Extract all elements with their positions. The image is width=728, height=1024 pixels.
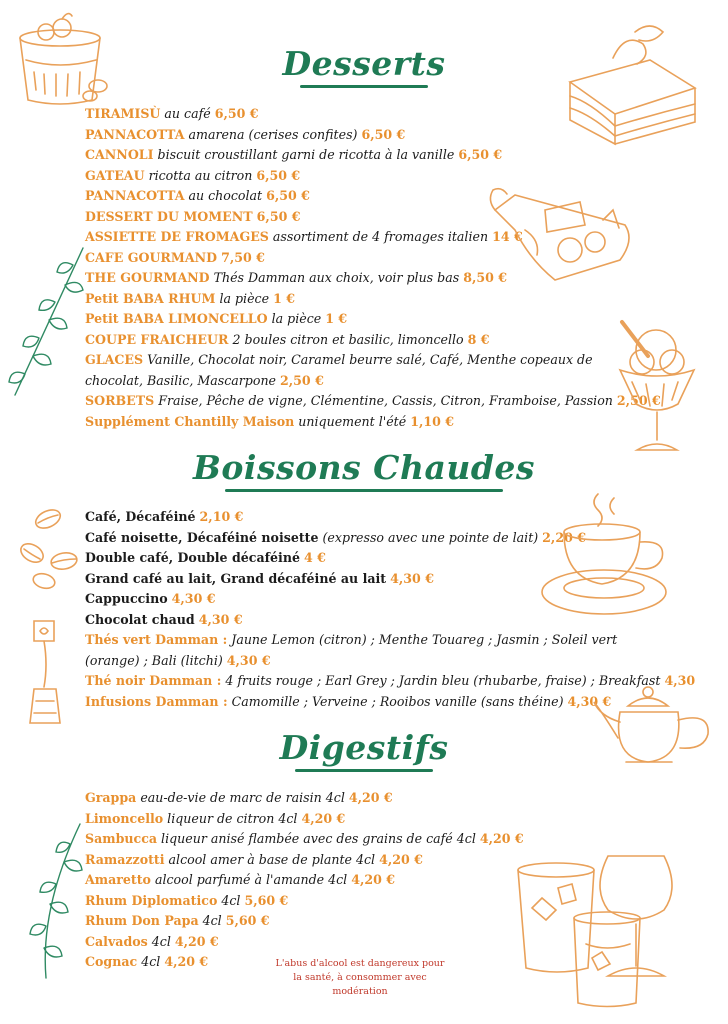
coffee-beans-illustration: [18, 505, 83, 590]
dessert-item: Petit BABA RHUM la pièce 1 €: [85, 290, 295, 306]
dessert-item: Supplément Chantilly Maison uniquement l'été 1,10 €: [85, 413, 455, 429]
cheese-board-illustration: [485, 180, 635, 290]
desserts-title-underline: [300, 85, 428, 88]
dessert-item: PANNACOTTA au chocolat 6,50 €: [85, 188, 310, 203]
dessert-item: COUPE FRAICHEUR 2 boules citron et basilic, limoncello 8 €: [85, 331, 490, 347]
teapot-illustration: [592, 682, 722, 767]
dessert-glass-illustration: [10, 10, 110, 110]
boissons-title-text: Boissons Chaudes: [193, 448, 535, 487]
boisson-item: Café, Décaféiné 2,10 €: [85, 509, 244, 524]
digestif-item: Sambucca liqueur anisé flambée avec des grains de café 4cl 4,20 €: [85, 831, 524, 846]
boisson-item: Cappuccino 4,30 €: [85, 591, 216, 606]
dessert-item: ASSIETTE DE FROMAGES assortiment de 4 fromages italien 14 €: [85, 229, 523, 244]
boisson-item: Thé noir Damman : 4 fruits rouge ; Earl Grey ; Jardin bleu (rhubarbe, fraise) ; Breakfast 4,30: [85, 673, 696, 688]
alcohol-warning: L'abus d'alcool est dangereux pour la santé, à consommer avec modération: [275, 958, 445, 997]
digestif-item: Amaretto alcool parfumé à l'amande 4cl 4,20 €: [85, 872, 396, 887]
leaf-branch-top-illustration: [5, 240, 90, 400]
dessert-item: CAFE GOURMAND 7,50 €: [85, 249, 265, 265]
glasses-illustration: [512, 848, 712, 1013]
dessert-item: THE GOURMAND Thés Damman aux choix, voir plus bas 8,50 €: [85, 270, 508, 285]
digestifs-list: [85, 788, 528, 973]
ice-cream-sundae-illustration: [612, 312, 702, 457]
dessert-item: PANNACOTTA amarena (cerises confites) 6,50 €: [85, 126, 406, 142]
leaf-branch-bottom-illustration: [10, 818, 90, 983]
digestif-item: Cognac 4cl 4,20 €: [85, 954, 209, 969]
dessert-item: DESSERT DU MOMENT 6,50 €: [85, 208, 301, 224]
coffee-cup-illustration: [538, 488, 678, 623]
tea-bag-illustration: [28, 615, 68, 730]
digestifs-title-text: Digestifs: [279, 728, 449, 767]
digestif-item: Ramazzotti alcool amer à base de plante 4cl 4,20 €: [85, 851, 423, 867]
dessert-item: GATEAU ricotta au citron 6,50 €: [85, 167, 301, 183]
dessert-item: CANNOLI biscuit croustillant garni de ricotta à la vanille 6,50 €: [85, 147, 503, 162]
boisson-item: Café noisette, Décaféiné noisette (expresso avec une pointe de lait) 2,20 €: [85, 529, 586, 545]
dessert-item: SORBETS Fraise, Pêche de vigne, Clémentine, Cassis, Citron, Framboise, Passion 2,50 €: [85, 393, 661, 408]
dessert-item: GLACES Vanille, Chocolat noir, Caramel beurre salé, Café, Menthe copeaux de chocolat, Basilic, Mascarpone 2,50 €: [85, 352, 593, 388]
boisson-item: Grand café au lait, Grand décaféiné au lait 4,30 €: [85, 570, 434, 586]
boisson-item: Double café, Double décaféiné 4 €: [85, 550, 326, 565]
boisson-item: Infusions Damman : Camomille ; Verveine ; Rooibos vanille (sans théine) 4,30 €: [85, 693, 612, 709]
boisson-item: Thés vert Damman : Jaune Lemon (citron) ; Menthe Touareg ; Jasmin ; Soleil vert (orange) ; Bali (litchi) 4,30 €: [85, 632, 618, 668]
boisson-item: Chocolat chaud 4,30 €: [85, 611, 243, 627]
cake-slice-illustration: [565, 22, 705, 147]
dessert-item: TIRAMISÙ au café 6,50 €: [85, 106, 259, 121]
digestif-item: Limoncello liqueur de citron 4cl 4,20 €: [85, 810, 346, 826]
dessert-item: Petit BABA LIMONCELLO la pièce 1 €: [85, 311, 348, 326]
desserts-title-text: Desserts: [282, 44, 446, 83]
digestif-item: Rhum Don Papa 4cl 5,60 €: [85, 913, 270, 928]
boissons-title-underline: [225, 489, 503, 492]
digestif-item: Grappa eau-de-vie de marc de raisin 4cl 4,20 €: [85, 790, 393, 805]
digestif-item: Calvados 4cl 4,20 €: [85, 933, 219, 949]
digestifs-title-underline: [295, 769, 433, 772]
digestif-item: Rhum Diplomatico 4cl 5,60 €: [85, 892, 289, 908]
